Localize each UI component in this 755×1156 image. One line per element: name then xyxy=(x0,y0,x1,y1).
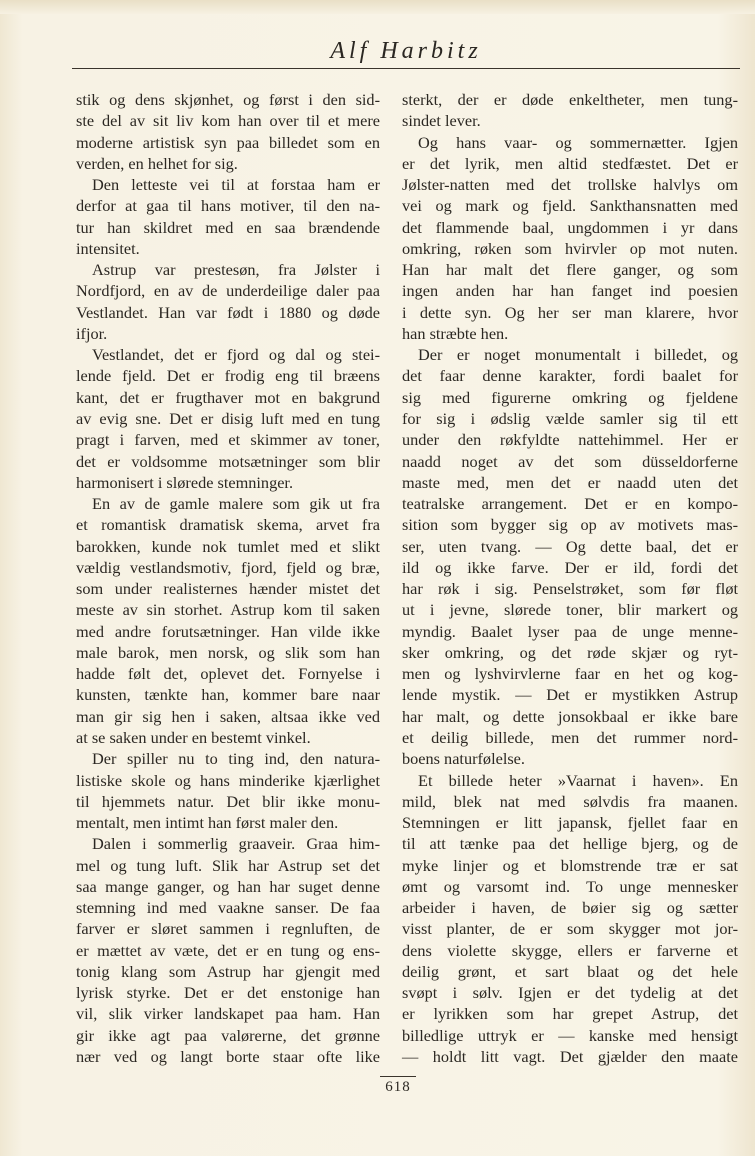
text-line: lende fjeld. Det er frodig eng til bræens xyxy=(76,366,380,386)
text-line: omkring, røken som hvirvler op mot nuten. xyxy=(402,238,738,258)
text-line: kunsten, tænkte han, kommer bare naar xyxy=(76,685,380,705)
text-line: stemning ind med vaakne sanser. De faa xyxy=(76,898,380,918)
text-line: naadd noget av det som düsseldorferne xyxy=(402,451,738,471)
text-line: kant, det er frugthaver mot en bakgrund xyxy=(76,387,380,407)
text-line: moderne artistisk syn paa billedet som en xyxy=(76,132,380,152)
text-line: til att tænke paa det hellige bjerg, og de xyxy=(402,834,738,854)
text-line: har røk i sig. Penselstrøket, som før fløt xyxy=(402,579,738,599)
text-line: teatralske arrangement. Det er en kompo- xyxy=(402,494,738,514)
text-line: lyrisk styrke. Det er det enstonige han xyxy=(76,983,380,1003)
paragraph xyxy=(402,132,738,345)
text-line: det faar denne karakter, fordi baalet for xyxy=(402,366,738,386)
text-column-left xyxy=(76,89,380,1067)
text-line: boens naturfølelse. xyxy=(402,749,525,769)
text-line: maste med, men det er naadd uten det xyxy=(402,472,738,492)
text-line: til hjemmets natur. Det blir ikke monu- xyxy=(76,791,380,811)
text-line: ser, uten tvang. — Og dette baal, det er xyxy=(402,536,738,556)
text-line: visst planter, de er som skygger mot jor- xyxy=(402,919,738,939)
page-number: 618 xyxy=(380,1076,416,1096)
text-line: meste av sin storhet. Astrup kom til saken xyxy=(76,600,380,620)
running-header-title: Alf Harbitz xyxy=(330,38,482,64)
paragraph xyxy=(76,344,380,493)
text-line: vil, slik virker landskapet paa ham. Han xyxy=(76,1004,380,1024)
text-line: male barok, men norsk, og slik som han xyxy=(76,642,380,662)
text-line: man gir sig hen i saken, altsaa ikke ved xyxy=(76,706,380,726)
text-line: Stemningen er litt japansk, fjellet faar en xyxy=(402,813,738,833)
text-line: sker omkring, og det røde skjær og ryt- xyxy=(402,642,738,662)
page-top-edge xyxy=(0,0,755,14)
paragraph xyxy=(76,493,380,748)
text-line: Den letteste vei til at forstaa ham er xyxy=(92,175,380,195)
text-line: Der spiller nu to ting ind, den natura- xyxy=(92,749,380,769)
text-line: sindet lever. xyxy=(402,111,481,131)
text-line: pragt i farven, med et skimmer av toner, xyxy=(76,430,380,450)
text-line: mild, blek nat med sølvdis fra maanen. xyxy=(402,791,738,811)
text-line: ifjor. xyxy=(76,323,108,343)
paragraph xyxy=(402,344,738,769)
text-line: sition som bygger sig op av motivets mas- xyxy=(402,515,738,535)
text-line: harmonisert i slørede stemninger. xyxy=(76,472,294,492)
text-line: nær ved og langt borte staar ofte like xyxy=(76,1046,380,1066)
text-line: Der er noget monumentalt i billedet, og xyxy=(418,345,738,365)
text-line: ømt og varsomt ind. To unge mennesker xyxy=(402,876,738,896)
text-line: et deilig billede, men det rummer nord- xyxy=(402,727,738,747)
text-line: intensitet. xyxy=(76,238,140,258)
paragraph xyxy=(76,89,380,174)
text-line: ste del av sit liv kom han over til et mere xyxy=(76,111,380,131)
text-line: det er voldsomme motsætninger som blir xyxy=(76,451,380,471)
text-line: deilig grønt, et sart blaat og det hele xyxy=(402,961,738,981)
text-line: er lyrikken som har grepet Astrup, det xyxy=(402,1004,738,1024)
text-line: har malt, og dette jonsokbaal er ikke bare xyxy=(402,706,738,726)
text-line: derfor at gaa til hans motiver, til den na- xyxy=(76,196,380,216)
text-line: listiske skole og hans minderike kjærlighet xyxy=(76,770,380,790)
text-line: hadde følt det, oplevet det. Fornyelse i xyxy=(76,664,380,684)
text-line: verden, en helhet for sig. xyxy=(76,153,238,173)
text-line: Nordfjord, en av de underdeilige daler paa xyxy=(76,281,380,301)
text-line: Astrup var prestesøn, fra Jølster i xyxy=(92,260,380,280)
text-line: tur han skildret med en saa brændende xyxy=(76,217,380,237)
text-line: myke linjer og et blomstrende træ er sat xyxy=(402,855,738,875)
text-line: — holdt litt vagt. Det gjælder den maate xyxy=(402,1046,738,1066)
paragraph xyxy=(76,748,380,833)
text-line: tonig klang som Astrup har gjengit med xyxy=(76,961,380,981)
text-line: av evig sne. Det er disig luft med en tung xyxy=(76,408,380,428)
text-line: ingen anden har han fanget ind poesien xyxy=(402,281,738,301)
paragraph xyxy=(402,89,738,132)
text-line: han stræbte hen. xyxy=(402,323,509,343)
text-line: vei og mark og fjeld. Sankthansnatten med xyxy=(402,196,738,216)
text-line: Vestlandet. Han var født i 1880 og døde xyxy=(76,302,380,322)
text-line: Et billede heter »Vaarnat i haven». En xyxy=(418,770,738,790)
text-line: et romantisk dramatisk skema, arvet fra xyxy=(76,515,380,535)
text-line: vældig vestlandsmotiv, fjord, fjeld og bræ, xyxy=(76,557,380,577)
text-line: i dette syn. Og her ser man klarere, hvor xyxy=(402,302,738,322)
text-line: at se saken under en bestemt vinkel. xyxy=(76,727,311,747)
text-line: arbeider i haven, de bøier sig og sætter xyxy=(402,898,738,918)
text-line: Jølster-natten med det trollske halvlys om xyxy=(402,175,738,195)
text-line: sterkt, der er døde enkeltheter, men tung- xyxy=(402,90,738,109)
paragraph xyxy=(402,770,738,1068)
text-line: som under realisternes hænder mistet det xyxy=(76,579,380,599)
text-line: saa mange ganger, og han har suget denne xyxy=(76,876,380,896)
text-line: sig med figurerne omkring og fjeldene xyxy=(402,387,738,407)
text-line: gir ikke agt paa valørerne, det grønne xyxy=(76,1025,380,1045)
text-line: mentalt, men intimt han først maler den. xyxy=(76,813,339,833)
text-line: Han har malt det flere ganger, og som xyxy=(402,260,738,280)
text-line: ut i jevne, slørede toner, blir markert og xyxy=(402,600,738,620)
text-line: Vestlandet, det er fjord og dal og stei- xyxy=(92,345,380,365)
text-line: myndig. Baalet lyser paa de unge menne- xyxy=(402,621,738,641)
text-line: med andre forutsætninger. Han vilde ikke xyxy=(76,621,380,641)
text-line: men og lyshvirvlerne faar en het og kog- xyxy=(402,664,738,684)
text-column-right xyxy=(402,89,738,1067)
text-line: stik og dens skjønhet, og først i den sid- xyxy=(76,90,380,109)
text-line: farver er sløret sammen i regnluften, de xyxy=(76,919,380,939)
text-line: ild og ikke farve. Der er ild, fordi det xyxy=(402,557,738,577)
paragraph xyxy=(76,259,380,344)
text-line: billedlige uttryk er — kanske med hensigt xyxy=(402,1025,738,1045)
text-line: det flammende baal, ungdommen i yr dans xyxy=(402,217,738,237)
paragraph xyxy=(76,833,380,1067)
text-line: barokken, kunde nok tumlet med et slikt xyxy=(76,536,380,556)
text-line: for sig i ødslig vælde samler sig til ett xyxy=(402,408,738,428)
text-line: er det lyrik, men altid stedfæstet. Det er xyxy=(402,153,738,173)
text-line: Og hans vaar- og sommernætter. Igjen xyxy=(418,132,738,152)
text-line: svøpt i sølv. Igjen er det tydelig at det xyxy=(402,983,738,1003)
paragraph xyxy=(76,174,380,259)
text-line: dens violette skygge, ellers er farverne et xyxy=(402,940,738,960)
header-rule xyxy=(72,68,740,69)
text-line: under den røkfyldte nattehimmel. Her er xyxy=(402,430,738,450)
text-line: lende mystik. — Det er mystikken Astrup xyxy=(402,685,738,705)
text-line: En av de gamle malere som gik ut fra xyxy=(92,494,380,514)
text-line: Dalen i sommerlig graaveir. Graa him- xyxy=(92,834,380,854)
text-line: mel og tung luft. Slik har Astrup set det xyxy=(76,855,380,875)
text-line: er mættet av væte, det er en tung og ens- xyxy=(76,940,380,960)
